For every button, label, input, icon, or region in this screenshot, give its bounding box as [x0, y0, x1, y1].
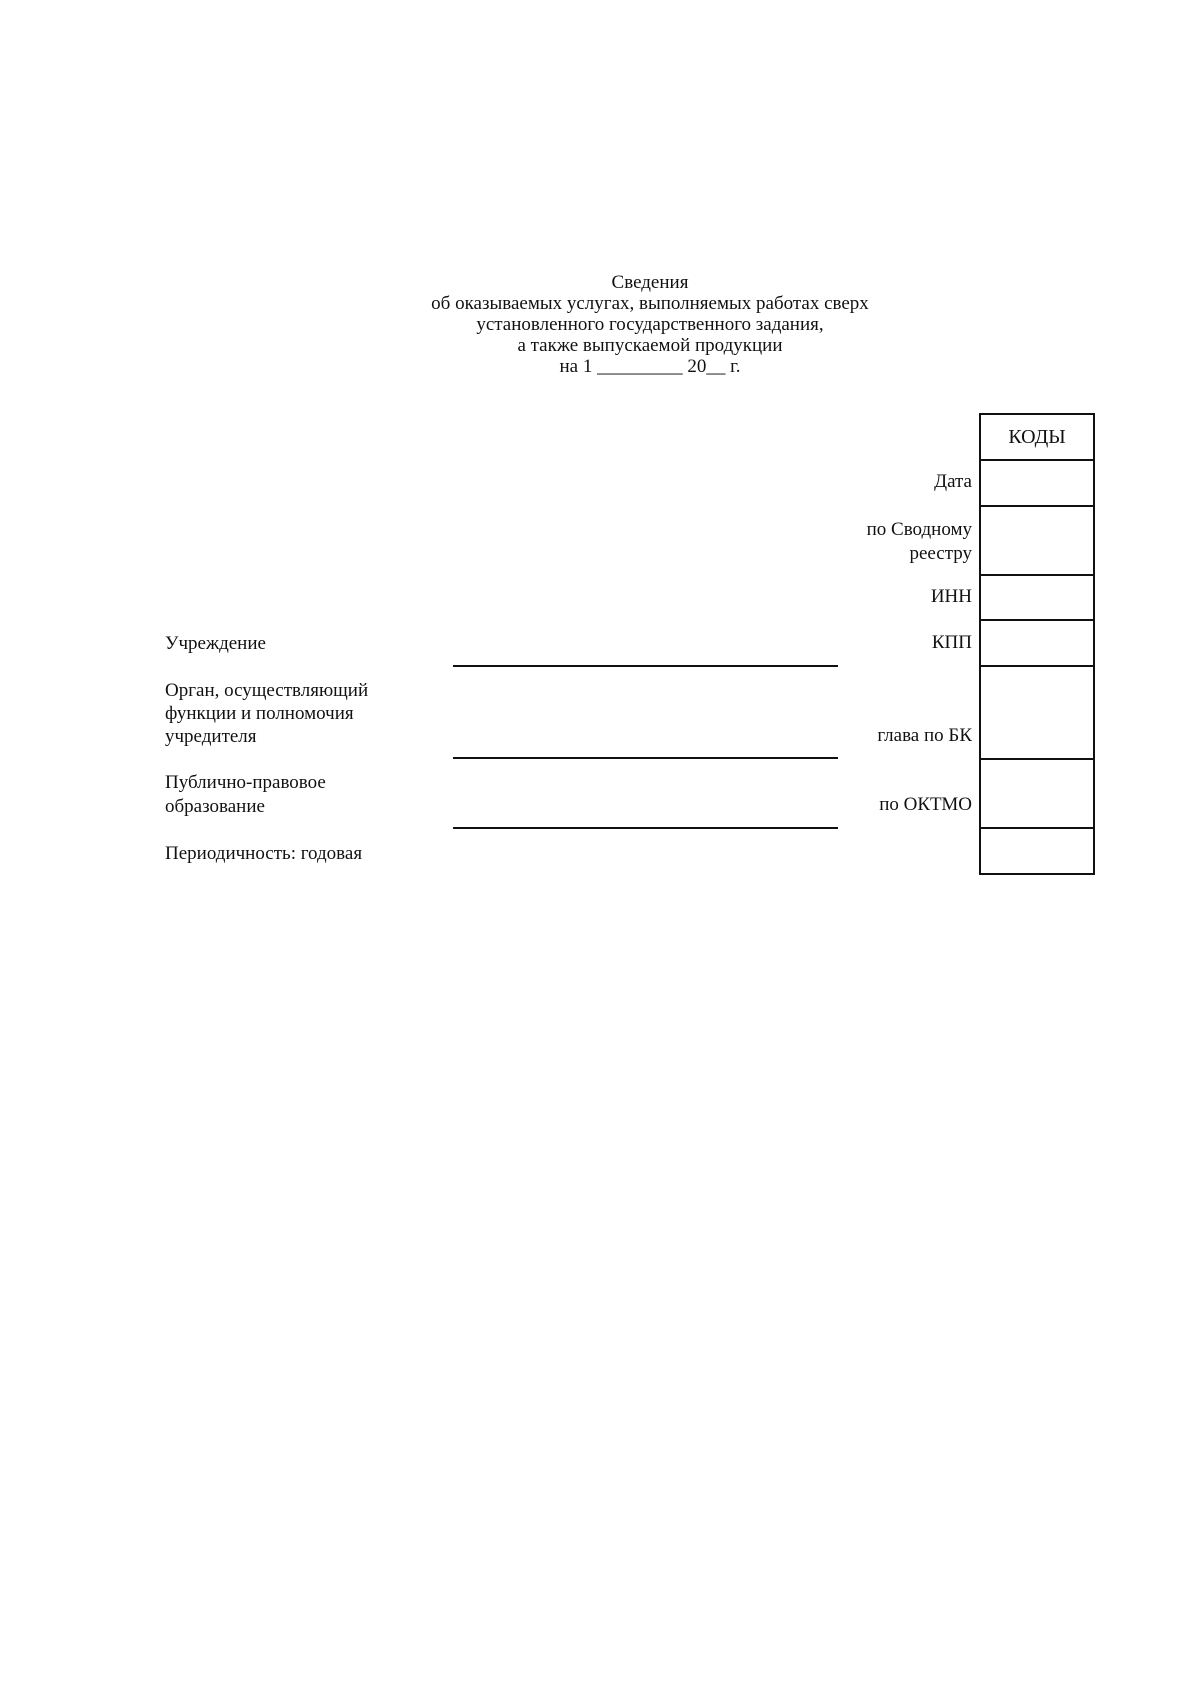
codes-table — [979, 413, 1095, 875]
public-entity-fill-line[interactable] — [453, 827, 838, 829]
code-cell-inn[interactable] — [981, 576, 1093, 621]
code-cell-bk-chapter[interactable] — [981, 667, 1093, 760]
institution-fill-line[interactable] — [453, 665, 838, 667]
label-founder-line-1: Орган, осуществляющий — [165, 680, 369, 701]
label-periodicity: Периодичность: годовая — [165, 843, 363, 864]
label-date: Дата — [934, 471, 972, 492]
code-cell-kpp[interactable] — [981, 621, 1093, 667]
label-public-entity-line-1: Публично-правовое — [165, 772, 326, 793]
title-line-5: на 1 _________ 20__ г. — [559, 356, 741, 377]
title-line-4: а также выпускаемой продукции — [517, 335, 783, 356]
label-bk-chapter: глава по БК — [877, 725, 972, 746]
label-registry-line-2: реестру — [909, 543, 972, 564]
founder-fill-line[interactable] — [453, 757, 838, 759]
codes-header: КОДЫ — [981, 415, 1093, 461]
code-cell-oktmo[interactable] — [981, 760, 1093, 829]
label-founder-line-2: функции и полномочия — [165, 703, 354, 724]
title-line-3: установленного государственного задания, — [476, 314, 824, 335]
label-founder-line-3: учредителя — [165, 726, 257, 747]
label-oktmo: по ОКТМО — [879, 794, 972, 815]
label-public-entity-line-2: образование — [165, 796, 265, 817]
label-inn: ИНН — [930, 586, 972, 607]
code-cell-extra[interactable] — [981, 829, 1093, 873]
label-registry-line-1: по Сводному — [866, 519, 972, 540]
title-line-2: об оказываемых услугах, выполняемых работах сверх — [431, 293, 869, 314]
document-title — [340, 272, 960, 377]
title-line-1: Сведения — [611, 272, 689, 293]
code-cell-date[interactable] — [981, 461, 1093, 507]
code-cell-registry[interactable] — [981, 507, 1093, 576]
label-kpp: КПП — [931, 632, 972, 653]
label-institution: Учреждение — [165, 633, 266, 654]
